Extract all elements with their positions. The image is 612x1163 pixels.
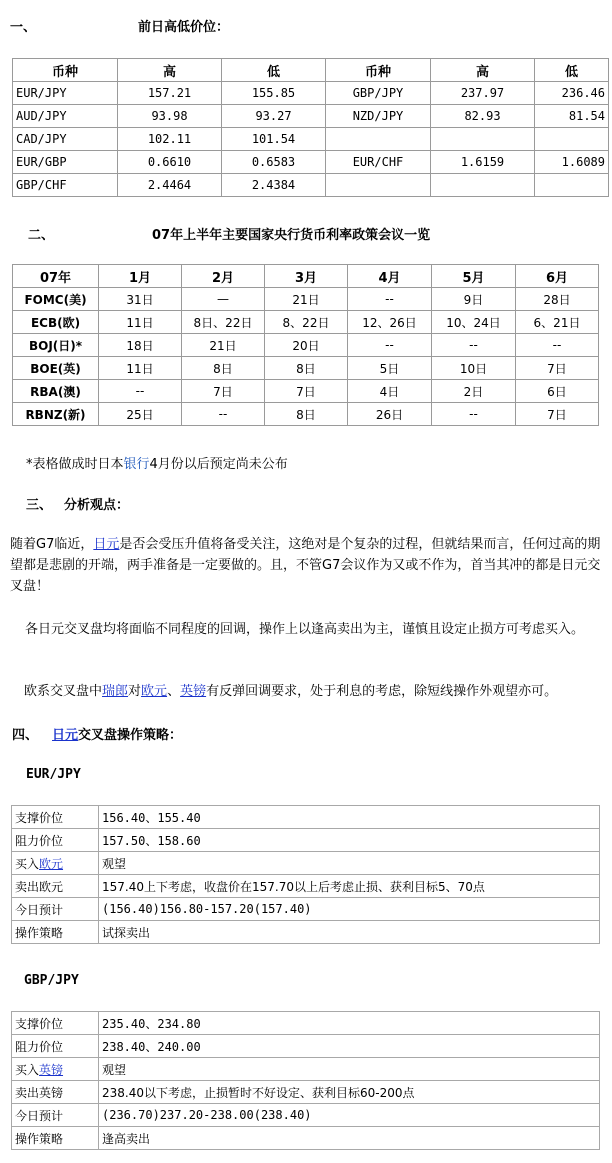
strategy-key: 支撑价位	[12, 1012, 99, 1035]
date-cell: 25日	[99, 403, 182, 426]
para3-text-d: 有反弹回调要求，处于利息的考虑，除短线操作外观望亦可。	[206, 684, 558, 699]
date-cell: 21日	[182, 334, 265, 357]
date-cell: 20日	[265, 334, 348, 357]
meeting-header-cell: 3月	[265, 265, 348, 288]
meeting-header-cell: 07年	[13, 265, 99, 288]
strategy-value: (236.70)237.20-238.00(238.40)	[99, 1104, 600, 1127]
strategy-value: 238.40以下考虑，止损暂时不好设定、获利目标60-200点	[99, 1081, 600, 1104]
table-row	[13, 105, 609, 128]
link-euro-buy[interactable]: 欧元	[39, 856, 64, 871]
pair-cell: GBP/CHF	[13, 174, 118, 197]
table-row	[13, 82, 609, 105]
value-cell: 101.54	[222, 128, 326, 151]
table-row	[12, 1127, 600, 1150]
table-row	[12, 921, 600, 944]
value-cell	[535, 128, 609, 151]
value-cell: 102.11	[118, 128, 222, 151]
strategy-key: 今日预计	[12, 898, 99, 921]
strategy-key: 卖出英镑	[12, 1081, 99, 1104]
key-text: 买入	[15, 856, 40, 871]
table-row	[12, 898, 600, 921]
table-row	[12, 1104, 600, 1127]
table-row	[12, 1058, 600, 1081]
strategy-key	[12, 1058, 99, 1081]
price-header-cell: 低	[535, 59, 609, 82]
link-swiss-franc[interactable]: 瑞郎	[102, 684, 129, 699]
analysis-paragraph-2: 各日元交叉盘均将面临不同程度的回调，操作上以逢高卖出为主，谨慎且设定止损方可考虑买入。	[25, 622, 585, 637]
date-cell: 5日	[348, 357, 432, 380]
date-cell: 4日	[348, 380, 432, 403]
strategy-value: (156.40)156.80-157.20(157.40)	[99, 898, 600, 921]
value-cell: 81.54	[535, 105, 609, 128]
section1-number: 一、	[10, 20, 37, 35]
value-cell	[431, 128, 535, 151]
bank-cell: ECB(欧)	[13, 311, 99, 334]
strategy-value: 157.50、158.60	[99, 829, 600, 852]
date-cell: 8日	[265, 403, 348, 426]
footnote-text-pre: *表格做成时日本	[26, 457, 124, 472]
strategy-key: 阻力价位	[12, 1035, 99, 1058]
pair-cell	[326, 174, 431, 197]
date-cell: 11日	[99, 357, 182, 380]
table-row	[13, 151, 609, 174]
date-cell: 9日	[432, 288, 516, 311]
date-cell: --	[182, 403, 265, 426]
pair-cell: GBP/JPY	[326, 82, 431, 105]
date-cell: 8日	[182, 357, 265, 380]
strategy-key: 操作策略	[12, 1127, 99, 1150]
date-cell: 31日	[99, 288, 182, 311]
table-row	[12, 1035, 600, 1058]
meeting-header-cell: 4月	[348, 265, 432, 288]
price-header-cell: 币种	[326, 59, 431, 82]
analysis-paragraph-1	[10, 534, 602, 597]
value-cell: 236.46	[535, 82, 609, 105]
para1-text-pre: 随着G7临近，	[10, 537, 94, 552]
table-footnote	[26, 453, 288, 472]
bank-cell: FOMC(美)	[13, 288, 99, 311]
section4-heading	[12, 724, 182, 743]
footnote-text-post: 4月份以后预定尚未公布	[149, 457, 288, 472]
strategy-value: 观望	[99, 1058, 600, 1081]
strategy-value: 试探卖出	[99, 921, 600, 944]
table-row	[13, 128, 609, 151]
section2-number: 二、	[28, 228, 55, 243]
meeting-header-cell: 5月	[432, 265, 516, 288]
price-table-header	[13, 59, 609, 82]
section4-number: 四、	[12, 728, 39, 743]
strategy-key: 支撑价位	[12, 806, 99, 829]
value-cell	[431, 174, 535, 197]
date-cell: 10、24日	[432, 311, 516, 334]
strategy-key: 操作策略	[12, 921, 99, 944]
price-header-cell: 高	[118, 59, 222, 82]
para1-text-post: 是否会受压升值将备受关注，这绝对是个复杂的过程，但就结果而言，任何过高的期望都是悲剧的开端，两手准备是一定要做的。且，不管G7会议作为又或不作为，首当其冲的都是日元交叉盘！	[10, 537, 601, 594]
value-cell: 2.4384	[222, 174, 326, 197]
date-cell: --	[432, 403, 516, 426]
date-cell: 7日	[265, 380, 348, 403]
para3-text-b: 对	[128, 684, 142, 699]
value-cell: 93.98	[118, 105, 222, 128]
strategy-key	[12, 852, 99, 875]
analysis-paragraph-3	[24, 681, 604, 702]
strategy-value: 156.40、155.40	[99, 806, 600, 829]
table-row	[13, 334, 599, 357]
table-row	[12, 829, 600, 852]
eurjpy-title: EUR/JPY	[26, 767, 81, 782]
gbpjpy-strategy-table	[11, 1011, 600, 1150]
date-cell: 6、21日	[516, 311, 599, 334]
date-cell: 11日	[99, 311, 182, 334]
strategy-value: 逢高卖出	[99, 1127, 600, 1150]
section2-title: 07年上半年主要国家央行货币利率政策会议一览	[152, 228, 431, 243]
table-row	[13, 357, 599, 380]
value-cell	[535, 174, 609, 197]
link-euro[interactable]: 欧元	[141, 684, 168, 699]
link-pound-buy[interactable]: 英镑	[39, 1062, 64, 1077]
meeting-table	[12, 264, 599, 426]
pair-cell: EUR/GBP	[13, 151, 118, 174]
para3-text-c: 、	[167, 684, 181, 699]
date-cell: --	[516, 334, 599, 357]
date-cell: 8日	[265, 357, 348, 380]
date-cell: 7日	[516, 403, 599, 426]
price-header-cell: 低	[222, 59, 326, 82]
date-cell: --	[99, 380, 182, 403]
strategy-value: 238.40、240.00	[99, 1035, 600, 1058]
date-cell: —	[182, 288, 265, 311]
link-yen[interactable]: 日元	[93, 537, 120, 552]
date-cell: 6日	[516, 380, 599, 403]
gbpjpy-title: GBP/JPY	[24, 973, 79, 988]
bank-cell: RBNZ(新)	[13, 403, 99, 426]
table-row	[12, 806, 600, 829]
bank-cell: BOJ(日)*	[13, 334, 99, 357]
value-cell: 1.6159	[431, 151, 535, 174]
price-header-cell: 高	[431, 59, 535, 82]
table-row	[12, 1081, 600, 1104]
strategy-value: 157.40上下考虑，收盘价在157.70以上后考虑止损、获利目标5、70点	[99, 875, 600, 898]
date-cell: 26日	[348, 403, 432, 426]
footnote-link-bank[interactable]: 银行	[123, 457, 150, 472]
strategy-key: 今日预计	[12, 1104, 99, 1127]
pair-cell: EUR/JPY	[13, 82, 118, 105]
table-row	[12, 852, 600, 875]
section3-number: 三、	[26, 498, 53, 513]
key-text: 买入	[15, 1062, 40, 1077]
table-row	[13, 174, 609, 197]
date-cell: 10日	[432, 357, 516, 380]
pair-cell: CAD/JPY	[13, 128, 118, 151]
date-cell: 18日	[99, 334, 182, 357]
link-pound[interactable]: 英镑	[180, 684, 207, 699]
date-cell: --	[432, 334, 516, 357]
value-cell: 155.85	[222, 82, 326, 105]
strategy-key: 阻力价位	[12, 829, 99, 852]
value-cell: 157.21	[118, 82, 222, 105]
date-cell: 21日	[265, 288, 348, 311]
section1-title: 前日高低价位：	[138, 20, 230, 35]
meeting-table-header	[13, 265, 599, 288]
date-cell: 8、22日	[265, 311, 348, 334]
meeting-header-cell: 1月	[99, 265, 182, 288]
meeting-header-cell: 2月	[182, 265, 265, 288]
value-cell: 2.4464	[118, 174, 222, 197]
bank-cell: BOE(英)	[13, 357, 99, 380]
date-cell: 28日	[516, 288, 599, 311]
price-header-cell: 币种	[13, 59, 118, 82]
pair-cell: AUD/JPY	[13, 105, 118, 128]
table-row	[13, 311, 599, 334]
date-cell: --	[348, 288, 432, 311]
pair-cell: NZD/JPY	[326, 105, 431, 128]
table-row	[12, 1012, 600, 1035]
value-cell: 93.27	[222, 105, 326, 128]
section4-title: 交叉盘操作策略：	[78, 728, 183, 743]
link-yen-section4[interactable]: 日元	[52, 728, 79, 743]
date-cell: 7日	[182, 380, 265, 403]
date-cell: 8日、22日	[182, 311, 265, 334]
para3-text-a: 欧系交叉盘中	[24, 684, 103, 699]
eurjpy-strategy-table	[11, 805, 600, 944]
date-cell: 12、26日	[348, 311, 432, 334]
table-row	[13, 288, 599, 311]
pair-cell: EUR/CHF	[326, 151, 431, 174]
price-table	[12, 58, 609, 197]
meeting-header-cell: 6月	[516, 265, 599, 288]
date-cell: 2日	[432, 380, 516, 403]
section3-title: 分析观点：	[64, 498, 130, 513]
table-row	[13, 380, 599, 403]
value-cell: 0.6583	[222, 151, 326, 174]
value-cell: 237.97	[431, 82, 535, 105]
strategy-key: 卖出欧元	[12, 875, 99, 898]
pair-cell	[326, 128, 431, 151]
table-row	[13, 403, 599, 426]
date-cell: 7日	[516, 357, 599, 380]
strategy-value: 观望	[99, 852, 600, 875]
table-row	[12, 875, 600, 898]
strategy-value: 235.40、234.80	[99, 1012, 600, 1035]
value-cell: 1.6089	[535, 151, 609, 174]
value-cell: 0.6610	[118, 151, 222, 174]
date-cell: --	[348, 334, 432, 357]
bank-cell: RBA(澳)	[13, 380, 99, 403]
value-cell: 82.93	[431, 105, 535, 128]
